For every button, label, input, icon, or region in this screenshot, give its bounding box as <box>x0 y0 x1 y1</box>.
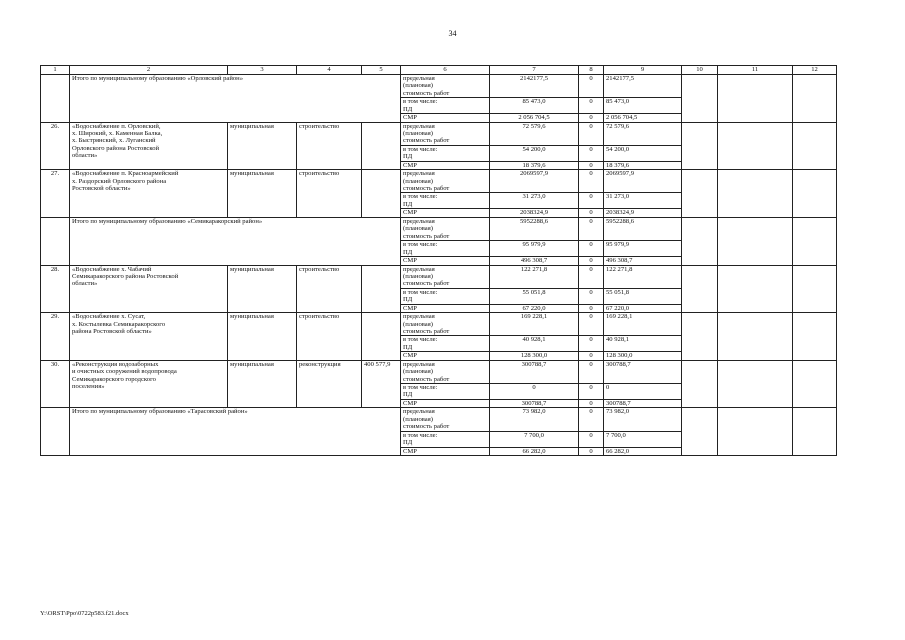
table-row <box>41 265 837 288</box>
value-col-9: 0 <box>604 383 682 399</box>
value-col-8: 0 <box>579 304 604 312</box>
value-col-7: 40 928,1 <box>490 336 579 352</box>
value-col-9: 300788,7 <box>604 360 682 383</box>
column-number-7: 7 <box>490 66 579 75</box>
capacity-value <box>362 122 401 170</box>
row-number: 26. <box>41 122 70 170</box>
value-col-9: 2 056 704,5 <box>604 114 682 122</box>
row-number-cell <box>41 408 70 456</box>
value-col-8: 0 <box>579 209 604 217</box>
value-col-7: 67 220,0 <box>490 304 579 312</box>
cost-type-label: в том числе: ПД <box>401 193 490 209</box>
column-number-12: 12 <box>793 66 837 75</box>
value-col-8: 0 <box>579 257 604 265</box>
value-col-9: 67 220,0 <box>604 304 682 312</box>
value-col-8: 0 <box>579 399 604 407</box>
value-col-9: 169 228,1 <box>604 313 682 336</box>
column-number-10: 10 <box>682 66 718 75</box>
cost-type-label: предельная (плановая) стоимость работ <box>401 265 490 288</box>
value-col-8: 0 <box>579 161 604 169</box>
cost-type-label: предельная (плановая) стоимость работ <box>401 122 490 145</box>
value-col-7: 0 <box>490 383 579 399</box>
table-row <box>41 360 837 383</box>
work-type: строительство <box>297 122 362 170</box>
empty-col-12 <box>793 313 837 361</box>
value-col-8: 0 <box>579 336 604 352</box>
table-row <box>41 122 837 145</box>
cost-type-label: предельная (плановая) стоимость работ <box>401 408 490 431</box>
column-number-3: 3 <box>228 66 297 75</box>
cost-type-label: предельная (плановая) стоимость работ <box>401 217 490 240</box>
empty-col-12 <box>793 408 837 456</box>
value-col-7: 95 979,9 <box>490 241 579 257</box>
total-title: Итого по муниципальному образованию «Семикаракорский район» <box>70 217 401 265</box>
ownership-form: муниципальная <box>228 313 297 361</box>
value-col-8: 0 <box>579 383 604 399</box>
empty-col-10 <box>682 75 718 123</box>
value-col-7: 2 056 704,5 <box>490 114 579 122</box>
value-col-7: 2069597,9 <box>490 170 579 193</box>
value-col-9: 122 271,8 <box>604 265 682 288</box>
table-row <box>41 170 837 193</box>
ownership-form: муниципальная <box>228 265 297 313</box>
work-type: строительство <box>297 313 362 361</box>
ownership-form: муниципальная <box>228 122 297 170</box>
value-col-7: 5952288,6 <box>490 217 579 240</box>
column-number-row <box>41 66 837 75</box>
empty-col-11 <box>718 217 793 265</box>
file-path-footer: Y:\ORST\Ppo\0722p583.f21.docx <box>40 610 129 617</box>
cost-type-label: СМР <box>401 161 490 169</box>
table-body <box>41 75 837 456</box>
total-row <box>41 217 837 240</box>
total-title: Итого по муниципальному образованию «Орловский район» <box>70 75 401 123</box>
value-col-8: 0 <box>579 288 604 304</box>
empty-col-12 <box>793 265 837 313</box>
value-col-7: 169 228,1 <box>490 313 579 336</box>
value-col-8: 0 <box>579 114 604 122</box>
cost-type-label: СМР <box>401 257 490 265</box>
empty-col-10 <box>682 313 718 361</box>
value-col-9: 5952288,6 <box>604 217 682 240</box>
capacity-value <box>362 265 401 313</box>
row-number: 27. <box>41 170 70 218</box>
empty-col-10 <box>682 265 718 313</box>
cost-type-label: в том числе: ПД <box>401 145 490 161</box>
cost-type-label: СМР <box>401 399 490 407</box>
work-type: строительство <box>297 265 362 313</box>
value-col-9: 2069597,9 <box>604 170 682 193</box>
value-col-8: 0 <box>579 98 604 114</box>
cost-type-label: предельная (плановая) стоимость работ <box>401 313 490 336</box>
empty-col-12 <box>793 217 837 265</box>
value-col-9: 66 282,0 <box>604 447 682 455</box>
page-number: 34 <box>448 29 457 38</box>
cost-type-label: в том числе: ПД <box>401 336 490 352</box>
empty-col-12 <box>793 122 837 170</box>
empty-col-11 <box>718 408 793 456</box>
empty-col-11 <box>718 122 793 170</box>
value-col-9: 128 300,0 <box>604 352 682 360</box>
value-col-7: 85 473,0 <box>490 98 579 114</box>
empty-col-12 <box>793 75 837 123</box>
program-table <box>40 65 837 456</box>
work-type: строительство <box>297 170 362 218</box>
empty-col-11 <box>718 170 793 218</box>
row-number: 30. <box>41 360 70 408</box>
value-col-9: 2038324,9 <box>604 209 682 217</box>
value-col-8: 0 <box>579 360 604 383</box>
value-col-8: 0 <box>579 170 604 193</box>
object-name: «Водоснабжение п. Красноармейский х. Раздорский Орловского района Ростовской области» <box>70 170 228 218</box>
table-row <box>41 313 837 336</box>
value-col-8: 0 <box>579 352 604 360</box>
value-col-7: 128 300,0 <box>490 352 579 360</box>
value-col-7: 300788,7 <box>490 399 579 407</box>
empty-col-11 <box>718 360 793 408</box>
column-number-5: 5 <box>362 66 401 75</box>
empty-col-10 <box>682 217 718 265</box>
column-number-9: 9 <box>604 66 682 75</box>
row-number: 29. <box>41 313 70 361</box>
cost-type-label: СМР <box>401 352 490 360</box>
capacity-value: 400 577,9 <box>362 360 401 408</box>
value-col-7: 54 200,0 <box>490 145 579 161</box>
value-col-9: 496 308,7 <box>604 257 682 265</box>
value-col-8: 0 <box>579 75 604 98</box>
total-row <box>41 408 837 431</box>
value-col-8: 0 <box>579 241 604 257</box>
value-col-9: 300788,7 <box>604 399 682 407</box>
value-col-8: 0 <box>579 122 604 145</box>
value-col-8: 0 <box>579 217 604 240</box>
value-col-9: 2142177,5 <box>604 75 682 98</box>
cost-type-label: в том числе: ПД <box>401 383 490 399</box>
object-name: «Водоснабжение п. Орловский, х. Широкий, х. Каменная Балка, х. Быстрянский, х. Луганский Орловского района Ростовской области» <box>70 122 228 170</box>
object-name: «Водоснабжение х. Сусат, х. Костылевка Семикаракорского района Ростовской области» <box>70 313 228 361</box>
capacity-value <box>362 170 401 218</box>
column-number-11: 11 <box>718 66 793 75</box>
empty-col-11 <box>718 75 793 123</box>
cost-type-label: предельная (плановая) стоимость работ <box>401 170 490 193</box>
value-col-9: 54 200,0 <box>604 145 682 161</box>
cost-type-label: СМР <box>401 114 490 122</box>
column-number-4: 4 <box>297 66 362 75</box>
value-col-7: 18 379,6 <box>490 161 579 169</box>
cost-type-label: предельная (плановая) стоимость работ <box>401 360 490 383</box>
empty-col-10 <box>682 408 718 456</box>
value-col-7: 2142177,5 <box>490 75 579 98</box>
value-col-7: 55 051,8 <box>490 288 579 304</box>
value-col-9: 85 473,0 <box>604 98 682 114</box>
total-row <box>41 75 837 98</box>
capacity-value <box>362 313 401 361</box>
value-col-9: 72 579,6 <box>604 122 682 145</box>
work-type: реконструкция <box>297 360 362 408</box>
value-col-9: 7 700,0 <box>604 431 682 447</box>
value-col-8: 0 <box>579 431 604 447</box>
empty-col-12 <box>793 170 837 218</box>
row-number-cell <box>41 217 70 265</box>
cost-type-label: предельная (плановая) стоимость работ <box>401 75 490 98</box>
cost-type-label: в том числе: ПД <box>401 98 490 114</box>
empty-col-11 <box>718 313 793 361</box>
value-col-9: 95 979,9 <box>604 241 682 257</box>
cost-type-label: в том числе: ПД <box>401 288 490 304</box>
empty-col-10 <box>682 360 718 408</box>
value-col-7: 496 308,7 <box>490 257 579 265</box>
value-col-8: 0 <box>579 447 604 455</box>
value-col-9: 31 273,0 <box>604 193 682 209</box>
ownership-form: муниципальная <box>228 170 297 218</box>
row-number-cell <box>41 75 70 123</box>
column-number-1: 1 <box>41 66 70 75</box>
value-col-9: 40 928,1 <box>604 336 682 352</box>
ownership-form: муниципальная <box>228 360 297 408</box>
empty-col-10 <box>682 122 718 170</box>
cost-type-label: в том числе: ПД <box>401 431 490 447</box>
value-col-9: 18 379,6 <box>604 161 682 169</box>
value-col-7: 300788,7 <box>490 360 579 383</box>
column-number-2: 2 <box>70 66 228 75</box>
value-col-7: 72 579,6 <box>490 122 579 145</box>
total-title: Итого по муниципальному образованию «Тарасовский район» <box>70 408 401 456</box>
object-name: «Реконструкция водозаборных и очистных сооружений водопровода Семикаракорского городского поселения» <box>70 360 228 408</box>
value-col-8: 0 <box>579 313 604 336</box>
value-col-7: 73 982,0 <box>490 408 579 431</box>
column-number-8: 8 <box>579 66 604 75</box>
value-col-8: 0 <box>579 193 604 209</box>
cost-type-label: СМР <box>401 304 490 312</box>
column-number-6: 6 <box>401 66 490 75</box>
value-col-8: 0 <box>579 145 604 161</box>
object-name: «Водоснабжение х. Чабачий Семикаракорского района Ростовской области» <box>70 265 228 313</box>
value-col-7: 66 282,0 <box>490 447 579 455</box>
empty-col-12 <box>793 360 837 408</box>
value-col-7: 122 271,8 <box>490 265 579 288</box>
row-number: 28. <box>41 265 70 313</box>
value-col-8: 0 <box>579 265 604 288</box>
value-col-7: 2038324,9 <box>490 209 579 217</box>
value-col-7: 31 273,0 <box>490 193 579 209</box>
empty-col-11 <box>718 265 793 313</box>
cost-type-label: в том числе: ПД <box>401 241 490 257</box>
value-col-8: 0 <box>579 408 604 431</box>
cost-type-label: СМР <box>401 209 490 217</box>
cost-type-label: СМР <box>401 447 490 455</box>
value-col-9: 55 051,8 <box>604 288 682 304</box>
value-col-7: 7 700,0 <box>490 431 579 447</box>
value-col-9: 73 982,0 <box>604 408 682 431</box>
empty-col-10 <box>682 170 718 218</box>
